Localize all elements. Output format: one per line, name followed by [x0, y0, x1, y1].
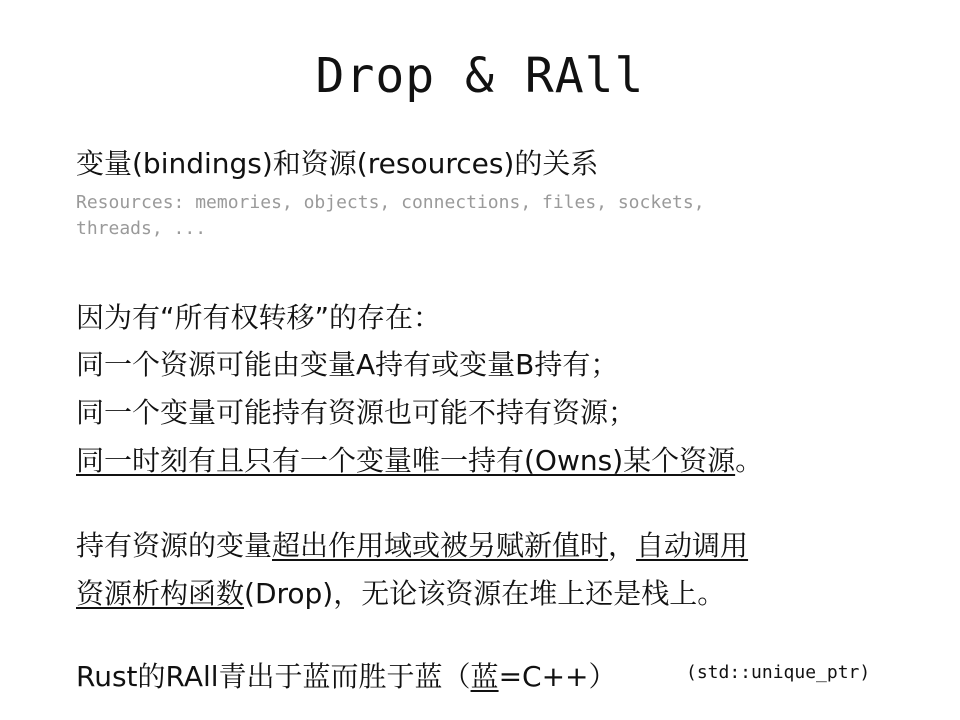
drop-part-5: 资源析构函数	[76, 577, 245, 610]
raii-text-1: Rust的RAll青出于蓝而胜于蓝（	[76, 660, 471, 693]
resources-note: Resources: memories, objects, connections, files, sockets, threads, ...	[76, 192, 705, 239]
ownership-line-1: 因为有“所有权转移”的存在：	[76, 301, 442, 334]
ownership-line-4-underlined: 同一时刻有且只有一个变量唯一持有(Owns)某个资源	[76, 444, 736, 477]
raii-line	[76, 655, 617, 695]
ownership-line-3: 同一个变量可能持有资源也可能不持有资源；	[76, 396, 637, 429]
drop-line-2	[76, 572, 725, 612]
raii-text-3: =C++）	[498, 660, 617, 693]
drop-part-6: (Drop)，无论该资源在堆上还是栈上。	[244, 577, 726, 610]
drop-part-1: 持有资源的变量	[76, 529, 273, 562]
ownership-line-4-end: 。	[735, 444, 764, 477]
drop-line-1	[76, 524, 748, 564]
drop-part-4: 自动调用	[636, 529, 749, 562]
heading-bindings-resources: 变量(bindings)和资源(resources)的关系	[76, 147, 599, 180]
slide-title: Drop & RAll	[315, 48, 645, 104]
drop-part-2: 超出作用域或被另赋新值时	[272, 529, 609, 562]
drop-part-3: ，	[608, 529, 637, 562]
unique-ptr-reference: (std::unique_ptr)	[686, 662, 871, 683]
ownership-line-2: 同一个资源可能由变量A持有或变量B持有；	[76, 348, 619, 381]
ownership-line-4	[76, 439, 763, 479]
raii-text-2: 蓝	[470, 660, 499, 693]
